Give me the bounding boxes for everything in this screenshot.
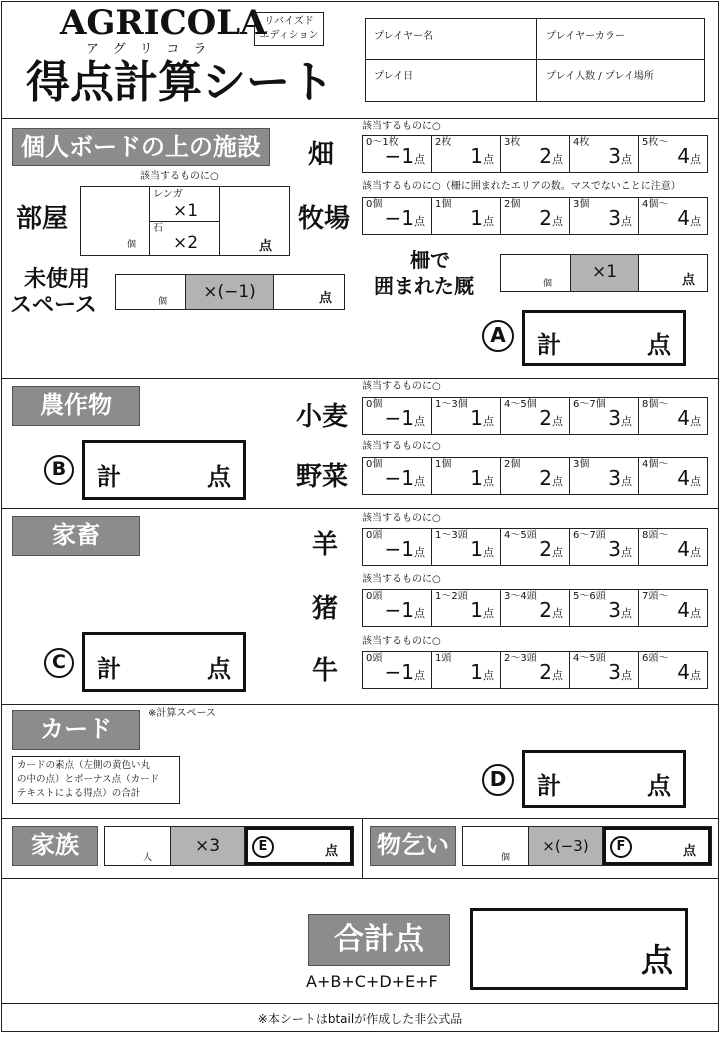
subtotal-b-box[interactable]: 計 点 xyxy=(82,440,246,500)
cattle-row xyxy=(362,651,708,689)
begging-box xyxy=(462,826,712,866)
veg-cell-2[interactable]: 2個 2点 xyxy=(501,458,570,494)
crops-banner: 農作物 xyxy=(12,386,140,426)
board-banner: 個人ボードの上の施設 xyxy=(12,128,270,166)
pasture-cell-4[interactable]: 4個〜 4点 xyxy=(642,199,701,230)
pasture-label: 牧場 xyxy=(298,204,351,234)
edition-badge xyxy=(254,12,324,46)
cattle-cell-4[interactable]: 6頭〜 4点 xyxy=(642,653,701,684)
pasture-cell-3[interactable]: 3個 3点 xyxy=(570,198,639,234)
player-name-field[interactable]: プレイヤー名 xyxy=(374,31,434,42)
cattle-label: 牛 xyxy=(312,656,339,686)
grain-note: 該当するものに○ xyxy=(362,381,441,392)
fields-label: 畑 xyxy=(308,140,335,170)
rooms-note: 該当するものに○ xyxy=(140,171,219,182)
family-mult: ×3 xyxy=(171,827,245,865)
boar-cell-1[interactable]: 1〜2頭 1点 xyxy=(432,590,501,626)
stable-point-cell[interactable]: 点 xyxy=(681,273,695,288)
unused-point-cell[interactable]: 点 xyxy=(318,291,332,306)
grain-cell-2[interactable]: 4〜5個 2点 xyxy=(501,398,570,434)
cattle-cell-2[interactable]: 2〜3頭 2点 xyxy=(501,652,570,688)
cattle-cell-3[interactable]: 4〜5頭 3点 xyxy=(570,652,639,688)
pasture-cell-1[interactable]: 1個 1点 xyxy=(432,198,501,234)
family-count-cell[interactable]: 人 xyxy=(105,827,171,865)
begging-point-cell[interactable]: F 点 xyxy=(603,827,711,865)
pasture-cell-2[interactable]: 2個 2点 xyxy=(501,198,570,234)
pasture-note: 該当するものに○（柵に囲まれたエリアの数。マスでないことに注意） xyxy=(362,181,681,192)
subtotal-b-letter: B xyxy=(44,455,74,485)
family-box xyxy=(104,826,354,866)
stable-box xyxy=(500,254,708,292)
grain-cell-3[interactable]: 6〜7個 3点 xyxy=(570,398,639,434)
divider-cards xyxy=(1,818,719,819)
divider-board xyxy=(1,378,719,379)
family-banner: 家族 xyxy=(12,826,98,866)
grain-label: 小麦 xyxy=(296,402,349,432)
edition-line-1: リバイズド xyxy=(264,16,314,27)
divider-header xyxy=(1,118,719,119)
divider-family-begging xyxy=(362,818,363,878)
unused-label-1: 未使用 xyxy=(24,266,91,292)
fields-cell-1[interactable]: 2枚 1点 xyxy=(432,136,501,172)
sheep-label: 羊 xyxy=(312,530,339,560)
divider-animals xyxy=(1,704,719,705)
unused-label-2: スペース xyxy=(10,292,97,318)
boar-cell-0[interactable]: 0頭 −1点 xyxy=(363,590,432,626)
stable-mult: ×1 xyxy=(571,255,639,291)
stable-label-1: 柵で xyxy=(410,248,450,272)
family-point-cell[interactable]: E 点 xyxy=(245,827,353,865)
unused-box xyxy=(115,274,345,310)
subtotal-c-box[interactable]: 計 点 xyxy=(82,632,246,692)
fields-note: 該当するものに○ xyxy=(362,121,441,132)
edition-line-2: エディション xyxy=(259,30,319,41)
rooms-box xyxy=(80,186,290,256)
cards-calc-note: ※計算スペース xyxy=(148,708,216,719)
grain-row xyxy=(362,397,708,435)
total-formula: A+B+C+D+E+F xyxy=(306,972,438,991)
brick-mult: ×1 xyxy=(173,201,199,221)
subtotal-d-box[interactable]: 計 点 xyxy=(522,750,686,808)
unused-mult: ×(−1) xyxy=(186,275,274,309)
veg-cell-0[interactable]: 0個 −1点 xyxy=(363,458,432,494)
cattle-cell-0[interactable]: 0頭 −1点 xyxy=(363,652,432,688)
boar-row xyxy=(362,589,708,627)
fields-row xyxy=(362,135,708,173)
begging-banner: 物乞い xyxy=(370,826,456,866)
play-info-field[interactable]: プレイ人数 / プレイ場所 xyxy=(546,71,654,82)
grain-cell-4[interactable]: 8個〜 4点 xyxy=(642,399,701,430)
unused-count-cell[interactable]: 個 xyxy=(116,275,186,309)
grain-cell-1[interactable]: 1〜3個 1点 xyxy=(432,398,501,434)
divider-total xyxy=(1,1003,719,1004)
total-box[interactable]: 点 xyxy=(470,908,688,990)
sheep-cell-4[interactable]: 8頭〜 4点 xyxy=(642,530,701,561)
fields-cell-2[interactable]: 3枚 2点 xyxy=(501,136,570,172)
stable-label-2: 囲まれた厩 xyxy=(374,274,474,298)
rooms-unit: 個 xyxy=(127,240,137,250)
fields-cell-4[interactable]: 5枚〜 4点 xyxy=(642,137,701,168)
player-info-box xyxy=(365,18,705,102)
stone-label: 石 xyxy=(153,223,163,234)
subtotal-a-box[interactable]: 計 点 xyxy=(522,310,686,366)
sheep-cell-2[interactable]: 4〜5頭 2点 xyxy=(501,529,570,565)
fields-cell-3[interactable]: 4枚 3点 xyxy=(570,136,639,172)
veg-cell-1[interactable]: 1個 1点 xyxy=(432,458,501,494)
cattle-note: 該当するものに○ xyxy=(362,636,441,647)
boar-note: 該当するものに○ xyxy=(362,574,441,585)
play-date-field[interactable]: プレイ日 xyxy=(374,71,414,82)
stone-mult: ×2 xyxy=(173,233,199,253)
boar-cell-4[interactable]: 7頭〜 4点 xyxy=(642,591,701,622)
brick-label: レンガ xyxy=(153,189,183,200)
cards-description: カードの素点（左側の黄色い丸 の中の点）とボーナス点（カード テキストによる得点）の合計 xyxy=(12,756,180,804)
divider-family xyxy=(1,878,719,879)
footer-note: ※本シートはbtailが作成した非公式品 xyxy=(257,1012,463,1026)
begging-letter: F xyxy=(610,836,632,858)
pasture-row xyxy=(362,197,708,235)
player-box-divider-v xyxy=(536,19,537,101)
sheep-note: 該当するものに○ xyxy=(362,513,441,524)
sheep-cell-1[interactable]: 1〜3頭 1点 xyxy=(432,529,501,565)
begging-count-cell[interactable]: 個 xyxy=(463,827,529,865)
player-color-field[interactable]: プレイヤーカラー xyxy=(546,31,625,42)
divider-crops xyxy=(1,508,719,509)
sheep-row xyxy=(362,528,708,566)
boar-cell-2[interactable]: 3〜4頭 2点 xyxy=(501,590,570,626)
game-logo: AGRICOLA xyxy=(60,3,267,43)
stable-count-cell[interactable]: 個 xyxy=(501,255,571,291)
veg-cell-4[interactable]: 4個〜 4点 xyxy=(642,459,701,490)
cattle-cell-1[interactable]: 1頭 1点 xyxy=(432,652,501,688)
rooms-point-unit: 点 xyxy=(259,239,273,254)
subtotal-d-letter: D xyxy=(482,764,514,796)
boar-cell-3[interactable]: 5〜6頭 3点 xyxy=(570,590,639,626)
fields-cell-0[interactable]: 0〜1枚 −1点 xyxy=(363,136,432,172)
subtotal-a-letter: A xyxy=(482,320,514,352)
veg-cell-3[interactable]: 3個 3点 xyxy=(570,458,639,494)
rooms-label: 部屋 xyxy=(16,204,69,234)
logo-ruby: アグリコラ xyxy=(86,42,221,57)
sheep-cell-0[interactable]: 0頭 −1点 xyxy=(363,529,432,565)
subtotal-c-letter: C xyxy=(44,648,74,678)
sheet-title: 得点計算シート xyxy=(26,57,334,108)
veg-row xyxy=(362,457,708,495)
total-banner: 合計点 xyxy=(308,914,450,966)
pasture-cell-0[interactable]: 0個 −1点 xyxy=(363,198,432,234)
veg-label: 野菜 xyxy=(296,462,349,492)
sheep-cell-3[interactable]: 6〜7頭 3点 xyxy=(570,529,639,565)
animals-banner: 家畜 xyxy=(12,516,140,556)
begging-mult: ×(−3) xyxy=(529,827,603,865)
family-letter: E xyxy=(252,836,274,858)
boar-label: 猪 xyxy=(312,594,339,624)
grain-cell-0[interactable]: 0個 −1点 xyxy=(363,398,432,434)
cards-banner: カード xyxy=(12,710,140,750)
veg-note: 該当するものに○ xyxy=(362,441,441,452)
